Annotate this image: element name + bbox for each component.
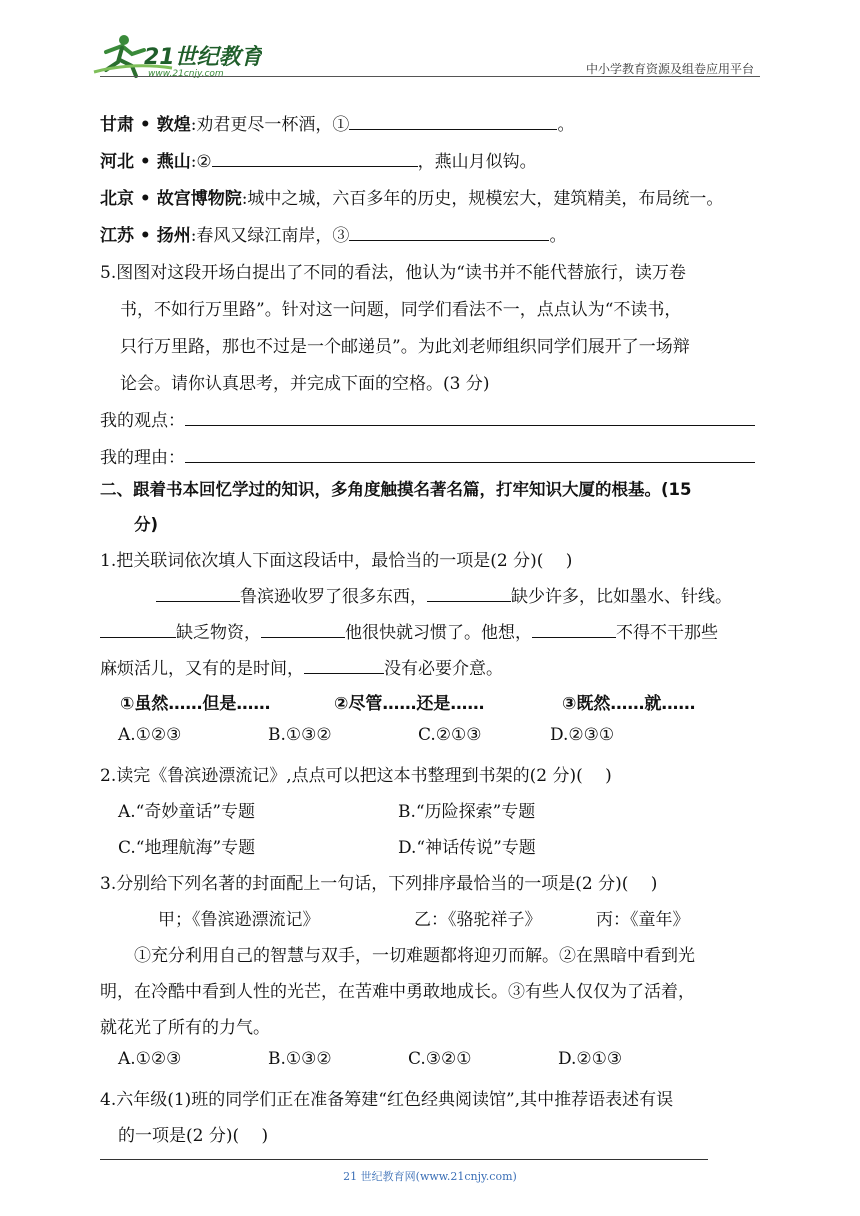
reason-answer-line[interactable]: [185, 447, 755, 463]
site-logo: [92, 32, 262, 80]
q2-option-b[interactable]: B.“历险探索”专题: [398, 802, 536, 822]
q1-stem: 1.把关联词依次填人下面这段话中，最恰当的一项是(2 分)( ): [100, 551, 573, 571]
poem-line-2: 河北 • 燕山:② ，燕山月似钩。: [100, 152, 537, 172]
q1-option-a[interactable]: A.①②③: [118, 725, 182, 745]
q1-para-line-1: 鲁滨逊收罗了很多东西， 缺少许多，比如墨水、针线。: [156, 582, 732, 607]
poem-line-1: 甘肃 • 敦煌:劝君更尽一杯酒，① 。: [100, 115, 575, 135]
viewpoint-answer-line[interactable]: [185, 410, 755, 426]
q3-option-c[interactable]: C.③②①: [408, 1049, 472, 1069]
header-divider: [100, 76, 760, 77]
q5-line-2: 书，不如行万里路”。针对这一问题，同学们看法不一，点点认为“不读书，: [120, 300, 682, 320]
poem-line-3: 北京 • 故宫博物院:城中之城，六百多年的历史，规模宏大，建筑精美，布局统一。: [100, 189, 724, 209]
blank-1: [349, 114, 557, 130]
q4-stem-line-1: 4.六年级(1)班的同学们正在准备筹建“红色经典阅读馆”,其中推荐语表述有误: [100, 1090, 674, 1110]
q5-line-4: 论会。请你认真思考，并完成下面的空格。(3 分): [120, 374, 490, 394]
q1-option-b[interactable]: B.①③②: [268, 725, 332, 745]
q2-option-d[interactable]: D.“神话传说”专题: [398, 838, 536, 858]
q3-option-a[interactable]: A.①②③: [118, 1049, 182, 1069]
blank-2: [212, 151, 418, 167]
logo-text: 21世纪教育: [144, 45, 262, 70]
blank-3: [349, 225, 549, 241]
footer-divider: [100, 1159, 708, 1160]
platform-name: 中小学教育资源及组卷应用平台: [585, 62, 754, 76]
q2-stem: 2.读完《鲁滨逊漂流记》,点点可以把这本书整理到书架的(2 分)( ): [100, 766, 612, 786]
q5-line-1: 5.图图对这段开场白提出了不同的看法，他认为“读书并不能代替旅行，读万卷: [100, 263, 686, 283]
q5-line-3: 只行万里路，那也不过是一个邮递员”。为此刘老师组织同学们展开了一场辩: [120, 337, 690, 357]
q1-para-line-3: 麻烦活儿，又有的是时间， 没有必要介意。: [100, 659, 503, 679]
q1-word-1: ①虽然……但是……: [120, 694, 271, 714]
poem-line-4: 江苏 • 扬州:春风又绿江南岸，③ 。: [100, 226, 567, 246]
q3-book-3: 丙：《童年》: [596, 910, 690, 930]
q3-book-1: 甲；《鲁滨逊漂流记》: [158, 910, 320, 930]
q1-word-2: ②尽管……还是……: [334, 694, 485, 714]
q3-book-2: 乙：《骆驼祥子》: [414, 910, 542, 930]
q3-stem: 3.分别给下列名著的封面配上一句话，下列排序最恰当的一项是(2 分)( ): [100, 874, 658, 894]
q3-text-line-2: 明，在冷酷中看到人性的光芒，在苦难中勇敢地成长。③有些人仅仅为了活着，: [100, 982, 695, 1002]
q4-stem-line-2: 的一项是(2 分)( ): [118, 1126, 269, 1146]
viewpoint-row: 我的观点：: [100, 406, 755, 431]
section-2-title: 二、跟着书本回忆学过的知识，多角度触摸名著名篇，打牢知识大厦的根基。(15: [100, 480, 692, 499]
q3-option-d[interactable]: D.②①③: [558, 1049, 623, 1069]
q2-option-c[interactable]: C.“地理航海”专题: [118, 838, 256, 858]
section-2-title-cont: 分): [134, 515, 159, 534]
q3-text-line-3: 就花光了所有的力气。: [100, 1018, 270, 1038]
q1-word-3: ③既然……就……: [562, 694, 696, 714]
q2-option-a[interactable]: A.“奇妙童话”专题: [118, 802, 256, 822]
q1-para-line-2: 缺乏物资， 他很快就习惯了。他想， 不得不干那些: [100, 618, 718, 643]
q1-option-d[interactable]: D.②③①: [550, 725, 615, 745]
footer-text: 21 世纪教育网(www.21cnjy.com): [343, 1170, 517, 1183]
q3-option-b[interactable]: B.①③②: [268, 1049, 332, 1069]
q3-text-line-1: ①充分利用自己的智慧与双手，一切难题都将迎刃而解。②在黑暗中看到光: [134, 946, 695, 966]
q1-option-c[interactable]: C.②①③: [418, 725, 482, 745]
reason-row: 我的理由：: [100, 443, 755, 468]
logo-url: www.21cnjy.com: [148, 69, 224, 79]
